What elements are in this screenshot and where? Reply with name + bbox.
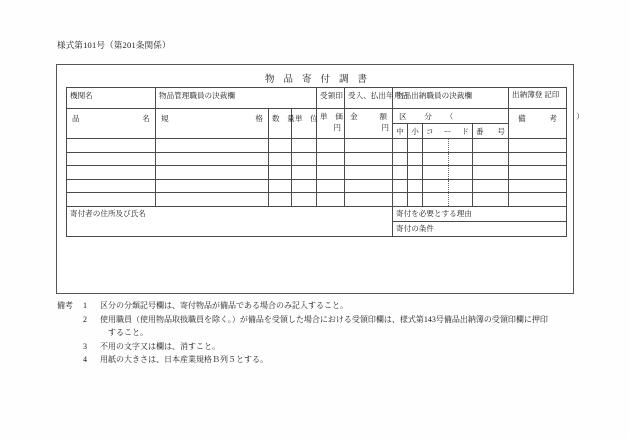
cell-unit-price[interactable] [317, 152, 345, 166]
remarks-section-label: 備考 [57, 301, 73, 310]
cell-unit[interactable] [292, 179, 317, 193]
remarks-item-2 [57, 316, 587, 324]
cell-receipt-seal [317, 88, 345, 109]
cell-specification[interactable] [156, 193, 269, 207]
cell-amount[interactable] [345, 193, 393, 207]
remarks-number-2: 2 [83, 314, 87, 324]
cell-reason-for-donation[interactable] [393, 206, 567, 221]
classification-open-label: 区 分 （ [399, 111, 459, 121]
cell-sub-code[interactable] [423, 139, 473, 153]
remarks-item-3 [57, 343, 587, 351]
table-row[interactable] [67, 166, 567, 180]
cell-quantity[interactable] [269, 139, 292, 153]
cell-unit-price[interactable] [317, 166, 345, 180]
remarks-text-2-continued: すること。 [108, 328, 148, 337]
cell-property-clerk-approval [393, 88, 509, 109]
receive-issue-date-label: 受入、払出年月日 [348, 90, 409, 100]
amount-label: 金 額 [350, 112, 388, 121]
cell-receive-issue-date [345, 88, 409, 109]
cell-sub-medium[interactable] [393, 193, 408, 207]
cell-quantity[interactable] [269, 152, 292, 166]
receipt-seal-label: 受領印 [320, 90, 343, 100]
cell-sub-medium[interactable] [393, 139, 408, 153]
cell-sub-small[interactable] [408, 179, 423, 193]
header-info-row [67, 88, 567, 109]
table-row[interactable] [67, 152, 567, 166]
cell-sub-small[interactable] [408, 139, 423, 153]
col-unit [292, 109, 317, 139]
cell-quantity[interactable] [269, 166, 292, 180]
remarks-number-3: 3 [83, 341, 87, 351]
cell-unit-price[interactable] [317, 139, 345, 153]
cell-sub-small[interactable] [408, 152, 423, 166]
classification-close-label: ） [576, 111, 584, 121]
sub-code-label: コ ー ド [426, 126, 470, 136]
sub-medium-label: 中 [396, 126, 404, 136]
column-header-row-1 [67, 109, 567, 124]
cell-unit[interactable] [292, 193, 317, 207]
col-item-name [67, 109, 156, 139]
item-name-label: 品 名 [72, 114, 150, 123]
sub-small-label: 小 [411, 126, 419, 136]
col-sub-medium [393, 123, 408, 138]
remarks-text-2: 使用職員（使用物品取扱職員を除く。）が備品を受領した場合における受領印欄は、様式第143号備品出納簿の受領印欄に押印 [100, 314, 548, 324]
code-dotted-divider [448, 166, 449, 179]
ledger-registration-seal-label: 出納簿登 記印 [512, 89, 560, 99]
cell-sub-code[interactable] [423, 166, 473, 180]
donor-address-name-label: 寄付者の住所及び氏名 [70, 209, 146, 219]
cell-specification[interactable] [156, 179, 269, 193]
remarks-section [57, 302, 587, 370]
cell-remarks[interactable] [509, 179, 567, 193]
unit-price-yen-label: 円 [333, 123, 342, 133]
cell-item-name[interactable] [67, 179, 156, 193]
donor-reason-row [67, 206, 567, 221]
sub-number-label: 番 号 [476, 126, 506, 136]
remarks-item-4 [57, 356, 587, 364]
cell-unit[interactable] [292, 139, 317, 153]
table-row[interactable] [67, 193, 567, 207]
col-specification [156, 109, 269, 139]
col-amount [345, 109, 393, 139]
cell-item-name[interactable] [67, 193, 156, 207]
cell-agency-name [67, 88, 156, 109]
cell-remarks[interactable] [509, 139, 567, 153]
remarks-number-1: 1 [83, 301, 87, 310]
code-dotted-divider [448, 153, 449, 166]
amount-yen-label: 円 [381, 123, 390, 133]
code-dotted-divider [448, 180, 449, 193]
remarks-item-1 [57, 302, 587, 310]
cell-sub-small[interactable] [408, 166, 423, 180]
cell-sub-code[interactable] [423, 152, 473, 166]
quantity-label: 数 量 [272, 114, 295, 123]
cell-ledger-registration-seal [509, 88, 567, 109]
donation-record-table [66, 87, 584, 237]
cell-amount[interactable] [345, 166, 393, 180]
cell-specification[interactable] [156, 139, 269, 153]
cell-donation-conditions[interactable] [393, 221, 567, 236]
remarks-text-4: 用紙の大きさは、日本産業規格Ｂ列５とする。 [100, 355, 268, 364]
col-remarks [509, 109, 567, 139]
remarks-number-4: 4 [83, 355, 87, 364]
property-manager-approval-label: 物品管理職員の決裁欄 [159, 90, 235, 100]
table-row[interactable] [67, 179, 567, 193]
cell-unit[interactable] [292, 152, 317, 166]
cell-sub-medium[interactable] [393, 152, 408, 166]
cell-item-name[interactable] [67, 166, 156, 180]
cell-sub-small[interactable] [408, 193, 423, 207]
donation-conditions-label: 寄付の条件 [396, 224, 434, 234]
cell-quantity[interactable] [269, 193, 292, 207]
cell-unit[interactable] [292, 166, 317, 180]
cell-sub-number[interactable] [473, 139, 509, 153]
document-title: 物品寄付調書 [264, 75, 376, 85]
cell-remarks[interactable] [509, 193, 567, 207]
cell-amount[interactable] [345, 152, 393, 166]
cell-donor-address-name[interactable] [67, 206, 393, 236]
form-number: 様式第101号（第201条関係） [57, 40, 171, 50]
remarks-text-1: 区分の分類記号欄は、寄付物品が備品である場合のみ記入すること。 [100, 301, 348, 310]
col-sub-number [473, 123, 509, 138]
table-row[interactable] [67, 139, 567, 153]
property-clerk-approval-label: 物品出納職員の決裁欄 [396, 90, 472, 100]
cell-specification[interactable] [156, 166, 269, 180]
col-sub-small [408, 123, 423, 138]
cell-sub-medium[interactable] [393, 166, 408, 180]
code-dotted-divider [448, 139, 449, 152]
agency-name-label: 機関名 [70, 90, 93, 100]
cell-remarks[interactable] [509, 166, 567, 180]
cell-item-name[interactable] [67, 152, 156, 166]
cell-sub-number[interactable] [473, 152, 509, 166]
cell-sub-code[interactable] [423, 193, 473, 207]
cell-unit-price[interactable] [317, 179, 345, 193]
cell-item-name[interactable] [67, 139, 156, 153]
cell-remarks[interactable] [509, 152, 567, 166]
unit-label: 単 位 [295, 114, 318, 123]
cell-unit-price[interactable] [317, 193, 345, 207]
col-quantity [269, 109, 295, 139]
cell-sub-code[interactable] [423, 179, 473, 193]
cell-amount[interactable] [345, 139, 393, 153]
col-sub-code [423, 123, 473, 138]
code-dotted-divider [448, 193, 449, 206]
cell-specification[interactable] [156, 152, 269, 166]
cell-sub-number[interactable] [473, 193, 509, 207]
unit-price-label: 単 価 [320, 112, 343, 121]
remarks-text-3: 不用の文字又は欄は、消すこと。 [100, 341, 220, 351]
cell-sub-number[interactable] [473, 166, 509, 180]
remarks-column-label: 備 考 [518, 114, 558, 123]
col-unit-price [317, 109, 345, 139]
cell-quantity[interactable] [269, 179, 292, 193]
form-outer-frame [56, 64, 584, 294]
cell-amount[interactable] [345, 179, 393, 193]
cell-property-manager-approval [156, 88, 317, 109]
cell-sub-medium[interactable] [393, 179, 408, 193]
cell-sub-number[interactable] [473, 179, 509, 193]
reason-for-donation-label: 寄付を必要とする理由 [396, 209, 472, 219]
specification-label: 規 格 [161, 114, 263, 123]
